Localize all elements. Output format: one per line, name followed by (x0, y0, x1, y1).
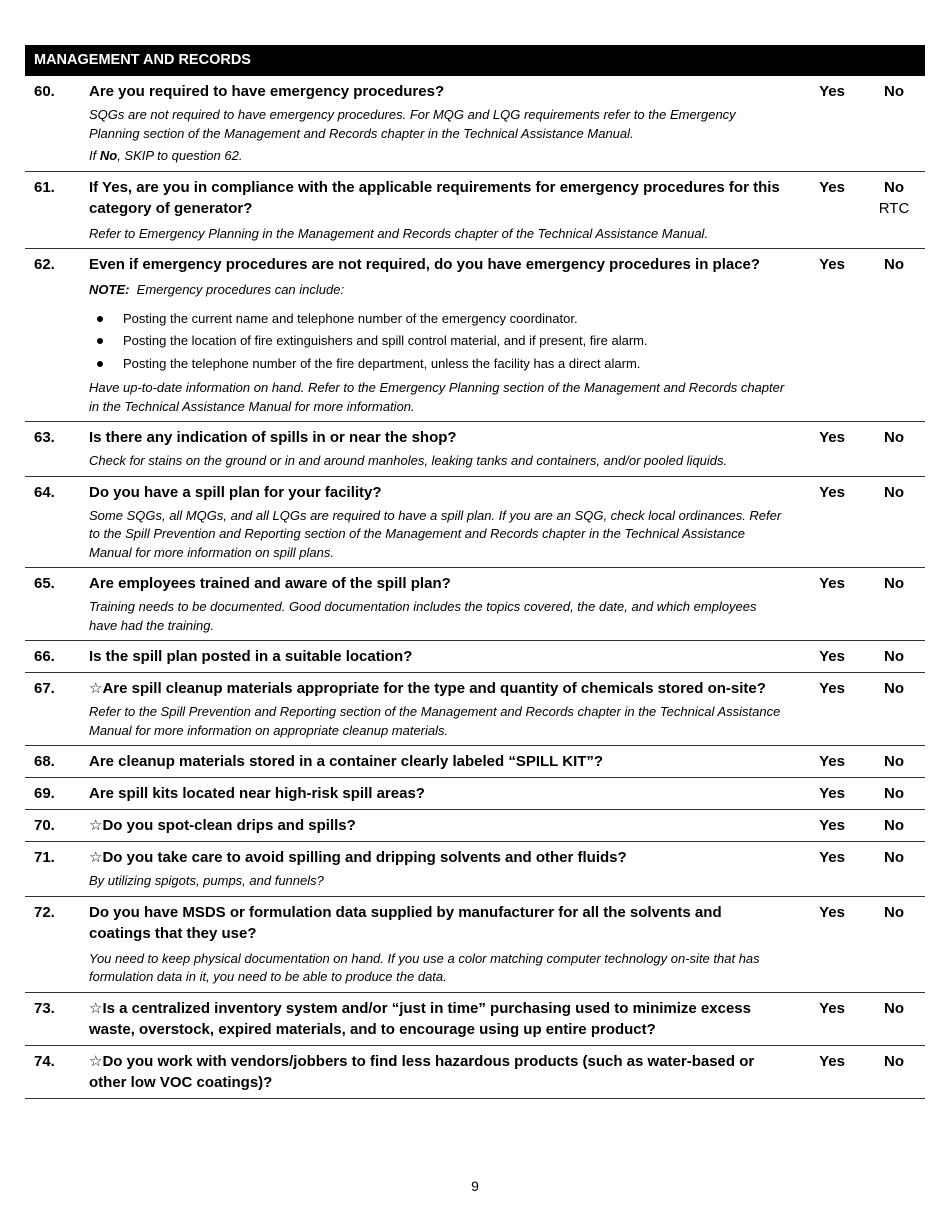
question-text: If Yes, are you in compliance with the applicable requirements for emergency procedures for this category of generator? (89, 178, 780, 217)
bullet-list (89, 308, 787, 376)
question-row-71 (25, 842, 925, 897)
list-item: Posting the current name and telephone number of the emergency coordinator. (89, 308, 787, 331)
question-number: 60. (34, 83, 55, 100)
no-option[interactable]: No (884, 849, 904, 866)
question-text: Are employees trained and aware of the spill plan? (89, 575, 451, 592)
question-row-63 (25, 422, 925, 477)
question-row-70 (25, 810, 925, 842)
no-option[interactable]: No (884, 753, 904, 770)
question-text: Do you have MSDS or formulation data supplied by manufacturer for all the solvents and coatings that they use? (89, 903, 722, 942)
question-text: ☆Do you spot-clean drips and spills? (89, 817, 356, 834)
yes-option[interactable]: Yes (819, 903, 845, 921)
yes-option[interactable]: Yes (819, 575, 845, 592)
question-note: Some SQGs, all MQGs, and all LQGs are required to have a spill plan. If you are an SQG, check local ordinances. Refer to the Spill Prevention and Reporting section of the Management and Records chapter in the Technical Assistance Manual for more information on spill plans. (89, 507, 782, 560)
no-option[interactable]: No (884, 256, 904, 273)
question-text: Is there any indication of spills in or near the shop? (89, 429, 457, 446)
question-text: Do you have a spill plan for your facility? (89, 483, 382, 501)
yes-option[interactable]: Yes (819, 83, 845, 100)
question-number: 70. (34, 817, 55, 834)
question-row-74 (25, 1046, 925, 1099)
question-text: Are you required to have emergency procedures? (89, 83, 445, 100)
question-number: 66. (34, 648, 55, 665)
question-number: 64. (34, 483, 55, 501)
yes-option[interactable]: Yes (819, 1052, 845, 1070)
question-row-65 (25, 568, 925, 641)
question-text: ☆Are spill cleanup materials appropriate for the type and quantity of chemicals stored on-site? (89, 680, 766, 697)
no-option[interactable]: No RTC (863, 177, 925, 244)
question-text: Even if emergency procedures are not required, do you have emergency procedures in place? (89, 256, 761, 273)
question-note: Refer to Emergency Planning in the Management and Records chapter of the Technical Assistance Manual. (89, 225, 709, 241)
skip-instruction: If No, SKIP to question 62. (89, 148, 243, 163)
question-row-73 (25, 993, 925, 1046)
question-number: 65. (34, 575, 55, 592)
section-header: MANAGEMENT AND RECORDS (25, 45, 925, 76)
yes-option[interactable]: Yes (819, 849, 845, 866)
question-number: 72. (34, 903, 55, 921)
no-option[interactable]: No (884, 648, 904, 665)
no-option[interactable]: No (884, 817, 904, 834)
no-option[interactable]: No (884, 429, 904, 446)
question-number: 67. (34, 680, 55, 697)
question-number: 73. (34, 999, 55, 1017)
question-text: ☆Is a centralized inventory system and/or “just in time” purchasing used to minimize excess waste, overstock, expired materials, and to encourage using up entire product? (89, 999, 751, 1038)
question-row-61 (25, 172, 925, 250)
no-option[interactable]: No (884, 1052, 904, 1070)
question-text: Are cleanup materials stored in a container clearly labeled “SPILL KIT”? (89, 753, 604, 770)
list-item: Posting the telephone number of the fire department, unless the facility has a direct alarm. (89, 353, 787, 376)
question-text: Are spill kits located near high-risk spill areas? (89, 785, 425, 802)
no-option[interactable]: No (884, 483, 904, 501)
note-intro: NOTE: Emergency procedures can include: (89, 282, 345, 297)
question-row-62 (25, 249, 925, 422)
question-row-68 (25, 746, 925, 778)
question-row-72 (25, 897, 925, 993)
yes-option[interactable]: Yes (819, 256, 845, 273)
question-row-60 (25, 76, 925, 172)
question-row-66 (25, 641, 925, 673)
page-number: 9 (471, 1178, 479, 1194)
question-note: You need to keep physical documentation on hand. If you use a color matching computer technology on-site that has formulation data in it, you need to be able to produce the data. (89, 950, 760, 984)
no-option[interactable]: No (884, 575, 904, 592)
question-text: Is the spill plan posted in a suitable location? (89, 648, 413, 665)
no-option[interactable]: No (884, 680, 904, 697)
question-text: ☆Do you work with vendors/jobbers to find less hazardous products (such as water-based or other low VOC coatings)? (89, 1052, 755, 1091)
yes-option[interactable]: Yes (819, 680, 845, 697)
no-option[interactable]: No (884, 999, 904, 1017)
question-note: Check for stains on the ground or in and around manholes, leaking tanks and containers, and/or pooled liquids. (89, 453, 728, 468)
yes-option[interactable]: Yes (819, 753, 845, 770)
question-row-64 (25, 477, 925, 569)
question-number: 62. (34, 256, 55, 273)
question-number: 69. (34, 785, 55, 802)
question-number: 74. (34, 1052, 55, 1070)
question-number: 68. (34, 753, 55, 770)
no-option[interactable]: No (884, 83, 904, 100)
yes-option[interactable]: Yes (819, 648, 845, 665)
question-note: Have up-to-date information on hand. Refer to the Emergency Planning section of the Management and Records chapter in the Technical Assistance Manual for more information. (89, 380, 785, 414)
yes-option[interactable]: Yes (819, 999, 845, 1017)
no-option[interactable]: No (884, 785, 904, 802)
question-row-69 (25, 778, 925, 810)
yes-option[interactable]: Yes (819, 483, 845, 501)
question-note: By utilizing spigots, pumps, and funnels? (89, 873, 324, 888)
yes-option[interactable]: Yes (819, 178, 845, 196)
no-option[interactable]: No (884, 903, 904, 921)
question-note: Refer to the Spill Prevention and Reporting section of the Management and Records chapter in the Technical Assistance Manual for more information on appropriate cleanup materials. (89, 704, 781, 738)
question-number: 63. (34, 429, 55, 446)
yes-option[interactable]: Yes (819, 429, 845, 446)
yes-option[interactable]: Yes (819, 817, 845, 834)
list-item: Posting the location of fire extinguishers and spill control material, and if present, fire alarm. (89, 330, 787, 353)
question-note: Training needs to be documented. Good documentation includes the topics covered, the date, and which employees have had the training. (89, 599, 757, 633)
question-row-67 (25, 673, 925, 746)
rtc-label: RTC (878, 199, 910, 217)
yes-option[interactable]: Yes (819, 785, 845, 802)
question-number: 71. (34, 849, 55, 866)
question-text: ☆Do you take care to avoid spilling and dripping solvents and other fluids? (89, 849, 627, 866)
question-number: 61. (34, 178, 55, 196)
checklist-page (25, 45, 925, 1099)
question-note: SQGs are not required to have emergency procedures. For MQG and LQG requirements refer to the Emergency Planning section of the Management and Records chapter in the Technical Assistance Manual. (89, 107, 736, 141)
